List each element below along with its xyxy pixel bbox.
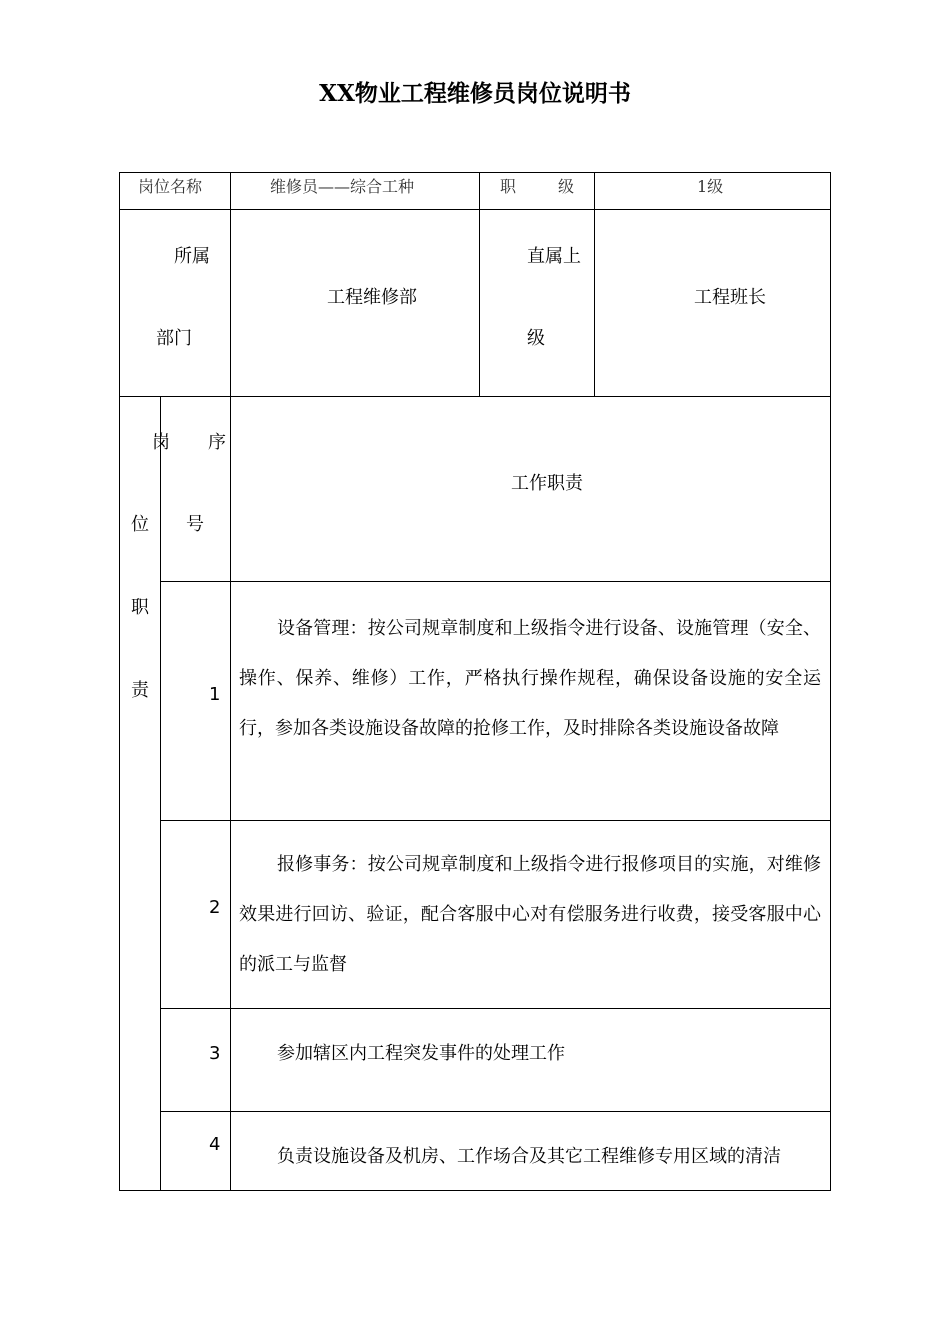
grade-label-left: 职 [500,177,517,196]
position-name-value: 维修员——综合工种 [270,177,415,196]
duties-content-header: 工作职责 [511,473,583,494]
grade-value: 1级 [697,177,724,196]
duty-text: 设备管理：按公司规章制度和上级指令进行设备、设施管理（安全、操作、保养、维修）工作，严格执行操作规程，确保设备设施的安全运行，参加各类设施设备故障的抢修工作，及时排除各类设施设备故障 [239,618,821,739]
grade-label-right: 级 [558,177,575,196]
duty-number: 4 [209,1134,221,1155]
table-border-bottom [119,1190,831,1191]
column-divider [160,396,161,1191]
column-divider [230,172,231,1191]
duties-side-label-char: 责 [131,680,149,701]
duties-side-label-char: 职 [131,597,149,618]
table-border-right [830,172,831,1191]
duties-side-label-char: 位 [131,514,149,535]
sequence-header-char: 号 [186,514,204,535]
table-border-left [119,172,120,1191]
sequence-header-char: 序 [208,432,226,453]
row-divider [160,1008,831,1009]
department-label-line1: 所属 [174,246,210,267]
row-divider [160,820,831,821]
duty-number: 1 [209,684,221,705]
department-label-line2: 部门 [156,328,192,349]
duty-number: 2 [209,897,221,918]
row-divider [160,581,831,582]
duties-side-label-char: 岗 [152,432,170,453]
duty-text: 报修事务：按公司规章制度和上级指令进行报修项目的实施，对维修效果进行回访、验证，配合客服中心对有偿服务进行收费，接受客服中心的派工与监督 [239,854,821,975]
duty-text: 参加辖区内工程突发事件的处理工作 [277,1043,565,1064]
superior-value: 工程班长 [694,287,766,308]
duty-number: 3 [209,1043,221,1064]
superior-label-line2: 级 [527,328,545,349]
document-title: XX物业工程维修员岗位说明书 [319,80,631,107]
superior-label-line1: 直属上 [527,246,581,267]
row-divider [119,396,831,397]
department-value: 工程维修部 [327,287,417,308]
table-border-top [119,172,831,173]
column-divider [594,172,595,397]
row-divider [160,1111,831,1112]
column-divider [479,172,480,397]
row-divider [119,209,831,210]
position-name-label: 岗位名称 [138,177,203,196]
duty-text: 负责设施设备及机房、工作场合及其它工程维修专用区域的清洁 [277,1146,781,1167]
